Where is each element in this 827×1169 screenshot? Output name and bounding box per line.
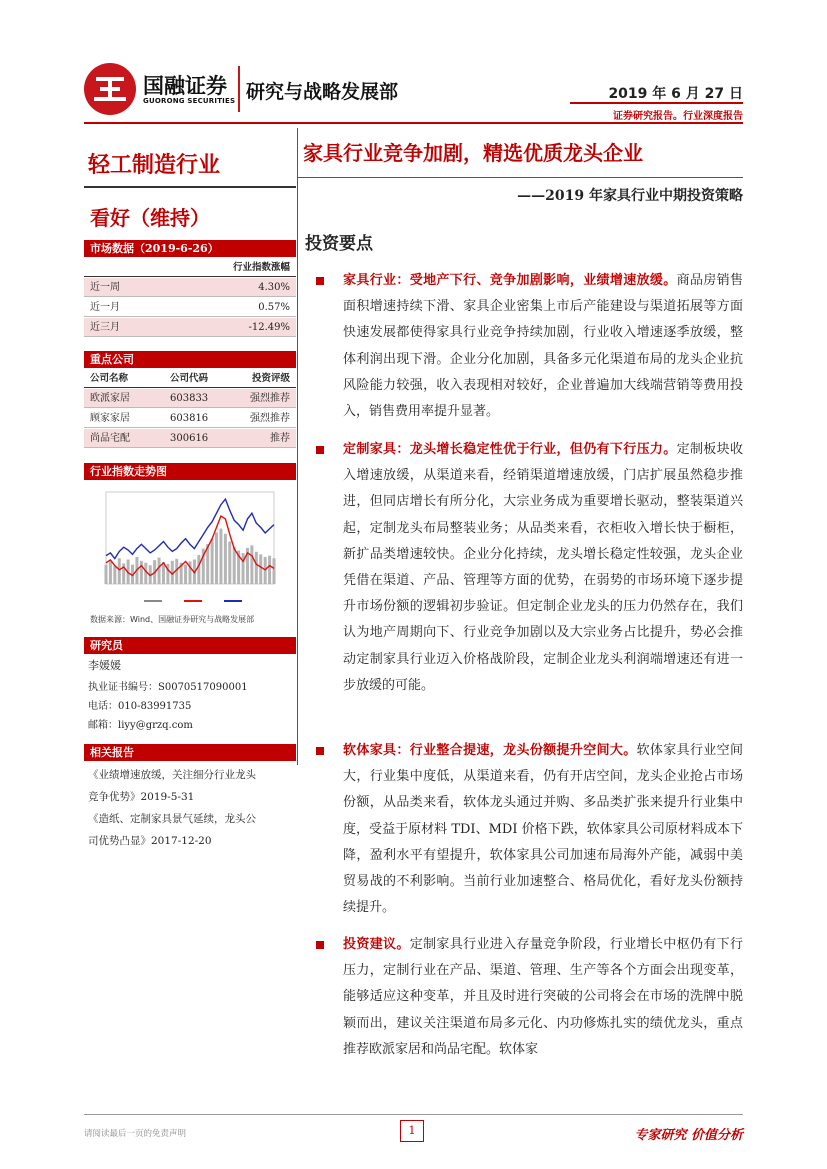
market-row-label: 近一周 <box>90 282 120 293</box>
market-table-header <box>84 258 296 277</box>
report-date: 2019 年 6 月 27 日 <box>608 86 743 102</box>
header-separator <box>238 66 240 112</box>
related-report-line[interactable]: 《业绩增速放缓，关注细分行业龙头 <box>88 769 256 781</box>
volume-bar <box>211 539 214 584</box>
page-number: 1 <box>400 1120 424 1142</box>
volume-bar <box>228 541 231 584</box>
market-row-label: 近三月 <box>90 322 120 333</box>
volume-bar <box>242 553 245 584</box>
market-row-value: -12.49% <box>248 322 290 333</box>
volume-bar <box>105 565 108 584</box>
report-subtitle: ——2019 年家具行业中期投资策略 <box>517 188 743 204</box>
company-name-cell: 尚品宅配 <box>90 433 130 444</box>
company-name: 国融证券 <box>143 74 227 98</box>
volume-bar <box>224 534 227 584</box>
point-paragraph <box>343 932 743 1063</box>
volume-bar <box>140 561 143 584</box>
volume-bar <box>184 565 187 584</box>
companies-table-header <box>84 369 296 388</box>
disclaimer-link[interactable]: 请阅读最后一页的免责声明 <box>84 1129 187 1139</box>
analyst-phone: 电话：010-83991735 <box>88 701 192 712</box>
related-report-line[interactable]: 司优势凸显》2017-12-20 <box>88 835 212 847</box>
bullet-square-icon <box>316 747 324 755</box>
company-rating-cell: 推荐 <box>270 433 290 444</box>
volume-bar <box>113 566 116 584</box>
volume-bar <box>233 547 236 584</box>
market-data-heading: 市场数据（2019-6-26） <box>84 240 296 257</box>
bullet-square-icon <box>316 941 324 949</box>
bullet-square-icon <box>316 446 324 454</box>
market-row-label: 近一月 <box>90 302 120 313</box>
market-row-value: 0.57% <box>258 302 290 313</box>
volume-bar <box>197 555 200 584</box>
related-report-line[interactable]: 《造纸、定制家具景气延续，龙头公 <box>88 813 256 825</box>
sidebar-rule <box>84 186 296 188</box>
volume-bar <box>118 558 121 584</box>
department-name: 研究与战略发展部 <box>246 81 399 103</box>
source-note: 数据来源：Wind、国融证券研究与战略发展部 <box>90 615 255 624</box>
industry-name: 轻工制造行业 <box>88 152 221 178</box>
volume-bar <box>255 552 258 584</box>
column-divider <box>297 128 298 765</box>
volume-bar <box>109 561 112 584</box>
column-header: 投资评级 <box>251 373 290 384</box>
point-paragraph <box>343 268 743 425</box>
company-rating-cell: 强烈推荐 <box>250 393 290 404</box>
footer-slogan: 专家研究 价值分析 <box>634 1128 743 1143</box>
point-text: 定制板块收入增速放缓，从渠道来看，经销渠道增速放缓，门店扩展虽然稳步推进，但同店增长有所分化，大宗业务成为重要增长驱动，整装渠道兴起，定制龙头布局整装业务；从品类来看，衣柜收入增长快于橱柜，新扩品类增速较快。企业分化持续，龙头增长稳定性较强，龙头企业凭借在渠道、产品、管理等方面的优势，在弱势的市场环境下逐步提升市场份额的逻辑初步验证。但定制企业龙头的压力仍然存在，我们认为地产周期向下、行业竞争加剧以及大宗业务占比提升，势必会推动定制家具行业迈入价格战阶段，定制企业龙头利润端增速还有进一步放缓的可能。 <box>343 442 743 693</box>
table-row <box>84 429 296 448</box>
company-logo-icon <box>84 63 136 115</box>
table-row <box>84 318 296 337</box>
volume-bar <box>158 558 161 584</box>
analyst-heading: 研究员 <box>84 637 296 654</box>
bullet-square-icon <box>316 277 324 285</box>
column-header: 公司名称 <box>90 373 129 384</box>
trend-chart-svg <box>84 484 296 612</box>
header-rule <box>84 122 743 124</box>
company-code-cell: 603816 <box>170 413 209 424</box>
related-report-line[interactable]: 竞争优势》2019-5-31 <box>88 791 195 803</box>
index-trend-chart <box>84 484 296 612</box>
industry-rating: 看好（维持） <box>90 206 210 230</box>
volume-bar <box>259 554 262 584</box>
table-row <box>84 278 296 297</box>
volume-bar <box>250 545 253 584</box>
company-name-cell: 欧派家居 <box>90 393 130 404</box>
chart-heading: 行业指数走势图 <box>84 463 296 480</box>
company-code-cell: 300616 <box>170 433 209 444</box>
point-lead: 家具行业：受地产下行、竞争加剧影响，业绩增速放缓。 <box>343 273 677 288</box>
logo-mark-icon <box>84 63 136 115</box>
table-row <box>84 389 296 408</box>
point-lead: 定制家具：龙头增长稳定性优于行业，但仍有下行压力。 <box>343 442 677 457</box>
key-companies-heading: 重点公司 <box>84 351 296 368</box>
point-text: 软体家具行业空间大，行业集中度低，从渠道来看，仍有开店空间，龙头企业抢占市场份额，从品类来看，软体龙头通过并购、多品类扩张来提升行业集中度，受益于原材料 TDI、MDI 价格下跌，软体家具公司原材料成本下降，盈利水平有望提升，软体家具公司加速布局海外产能，减弱中美贸易战的不利影响。当前行业加速整合、格局优化，看好龙头份额持续提升。 <box>343 743 743 916</box>
point-lead: 软体家具：行业整合提速，龙头份额提升空间大。 <box>343 743 637 758</box>
company-code-cell: 603833 <box>170 393 209 404</box>
analyst-email[interactable]: 邮箱：liyy@grzq.com <box>88 720 193 731</box>
section-heading: 投资要点 <box>305 234 373 254</box>
company-name-cell: 顾家家居 <box>90 413 130 424</box>
point-paragraph <box>343 738 743 921</box>
volume-bar <box>273 558 276 584</box>
market-column-label: 行业指数涨幅 <box>232 262 290 273</box>
point-lead: 投资建议。 <box>343 937 410 952</box>
point-paragraph <box>343 437 743 699</box>
analyst-name: 李媛媛 <box>88 659 121 672</box>
document-type: 证券研究报告。行业深度报告 <box>613 111 743 122</box>
point-text: 定制家具行业进入存量竞争阶段，行业增长中枢仍有下行压力，定制行业在产品、渠道、管理、生产等各个方面会出现变革，能够适应这种变革，并且及时进行突破的公司将会在市场的洗牌中脱颖而出，建议关注渠道布局多元化、内功修炼扎实的绩优龙头，重点推荐欧派家居和尚品宅配。软体家 <box>343 937 743 1057</box>
related-reports-heading: 相关报告 <box>84 744 296 761</box>
company-name-en: GUORONG SECURITIES <box>143 97 236 105</box>
report-title: 家具行业竞争加剧，精选优质龙头企业 <box>303 141 643 165</box>
point-text: 商品房销售面积增速持续下滑、家具企业密集上市后产能建设与渠道拓展等方面快速发展都使得家具行业竞争持续加剧，行业收入增速逐季放缓，整体利润出现下滑。企业分化加剧，具备多元化渠道布局的龙头企业抗风险能力较强，收入表现相对较好，企业普遍加大线端营销等费用投入，销售费用率提升显著。 <box>343 273 743 420</box>
volume-bar <box>144 563 147 584</box>
table-row <box>84 409 296 428</box>
title-rule <box>298 177 743 178</box>
company-rating-cell: 强烈推荐 <box>250 413 290 424</box>
volume-bar <box>268 556 271 584</box>
footer-rule <box>84 1114 743 1115</box>
analyst-license: 执业证书编号：S0070517090001 <box>88 682 248 693</box>
header-rule-short <box>570 102 743 104</box>
market-row-value: 4.30% <box>258 282 290 293</box>
column-header: 公司代码 <box>170 373 209 384</box>
volume-bar <box>215 532 218 584</box>
volume-bar <box>219 529 222 584</box>
table-row <box>84 298 296 317</box>
